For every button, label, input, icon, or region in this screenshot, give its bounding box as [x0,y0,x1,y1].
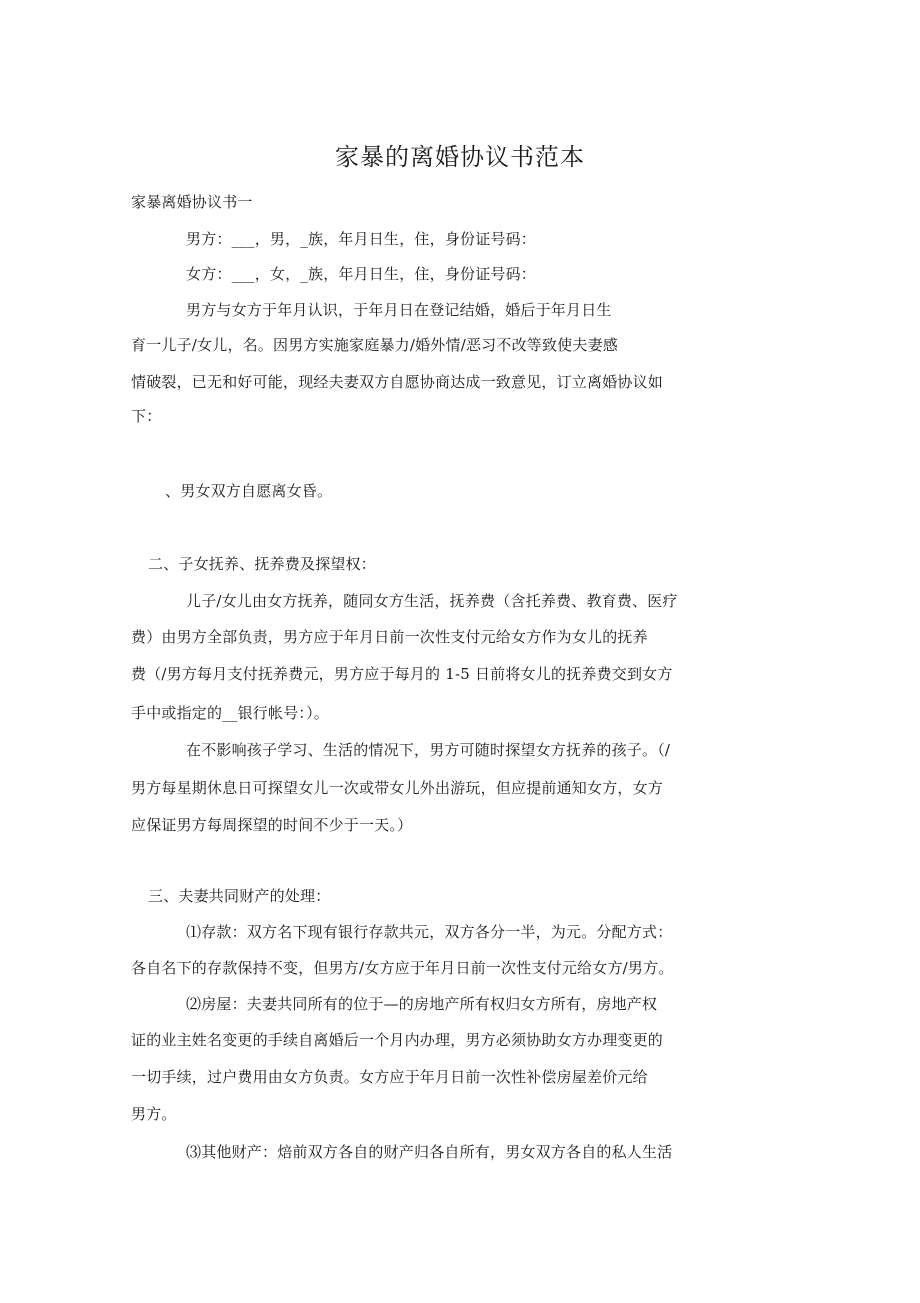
paragraph-line: 下： [131,407,162,425]
paragraph-line: 女方：___，女，_族，年月日生，住，身份证号码： [186,265,537,283]
paragraph-line: 育一儿子/女儿，名。因男方实施家庭暴力/婚外情/恶习不改等致使夫妻感 [131,336,618,354]
paragraph-line: 情破裂，已无和好可能，现经夫妻双方自愿协商达成一致意见，订立离婚协议如 [131,373,664,391]
paragraph-line: 男方与女方于年月认识，于年月日在登记结婚，婚后于年月日生 [186,301,612,319]
clause-heading: 三、夫妻共同财产的处理： [148,887,331,905]
paragraph-line: 男方每星期休息日可探望女儿一次或带女儿外出游玩，但应提前通知女方，女方 [131,779,664,797]
paragraph-line: ⑵房屋：夫妻共同所有的位于—的房地产所有权归女方所有，房地产权 [186,995,658,1013]
paragraph-line: 一切手续，过户费用由女方负责。女方应于年月日前一次性补偿房屋差价元给 [131,1068,648,1086]
paragraph-line: 费（/男方每月支付抚养费元，男方应于每月的 1-5 日前将女儿的抚养费交到女方 [131,665,673,683]
paragraph-line: 在不影响孩子学习、生活的情况下，男方可随时探望女方抚养的孩子。（/ [186,741,671,759]
clause-heading: 、男女双方自愿离女昏。 [165,482,333,500]
paragraph-line: 手中或指定的__银行帐号：）。 [131,704,330,722]
page-title: 家暴的离婚协议书范本 [335,143,585,171]
paragraph-line: 应保证男方每周探望的时间不少于一天。） [131,816,413,834]
paragraph-line: ⑶其他财产：焙前双方各自的财产归各自所有，男女双方各自的私人生活 [186,1143,673,1161]
paragraph-line: 费）由男方全部负责，男方应于年月日前一次性支付元给女方作为女儿的抚养 [131,628,648,646]
paragraph-line: 儿子/女儿由女方抚养，随同女方生活，抚养费（含托养费、教育费、医疗 [186,592,678,610]
section-heading: 家暴离婚协议书一 [131,193,253,211]
paragraph-line: 证的业主姓名变更的手续自离婚后一个月内办理，男方必须协助女方办理变更的 [131,1031,664,1049]
paragraph-line: ⑴存款：双方名下现有银行存款共元，双方各分一半，为元。分配方式： [186,923,673,941]
paragraph-line: 男方。 [131,1105,177,1123]
paragraph-line: 男方：___，男，_族，年月日生，住，身份证号码： [186,230,537,248]
paragraph-line: 各自名下的存款保持不变，但男方/女方应于年月日前一次性支付元给女方/男方。 [131,959,674,977]
clause-heading: 二、子女抚养、抚养费及探望权： [148,555,377,573]
